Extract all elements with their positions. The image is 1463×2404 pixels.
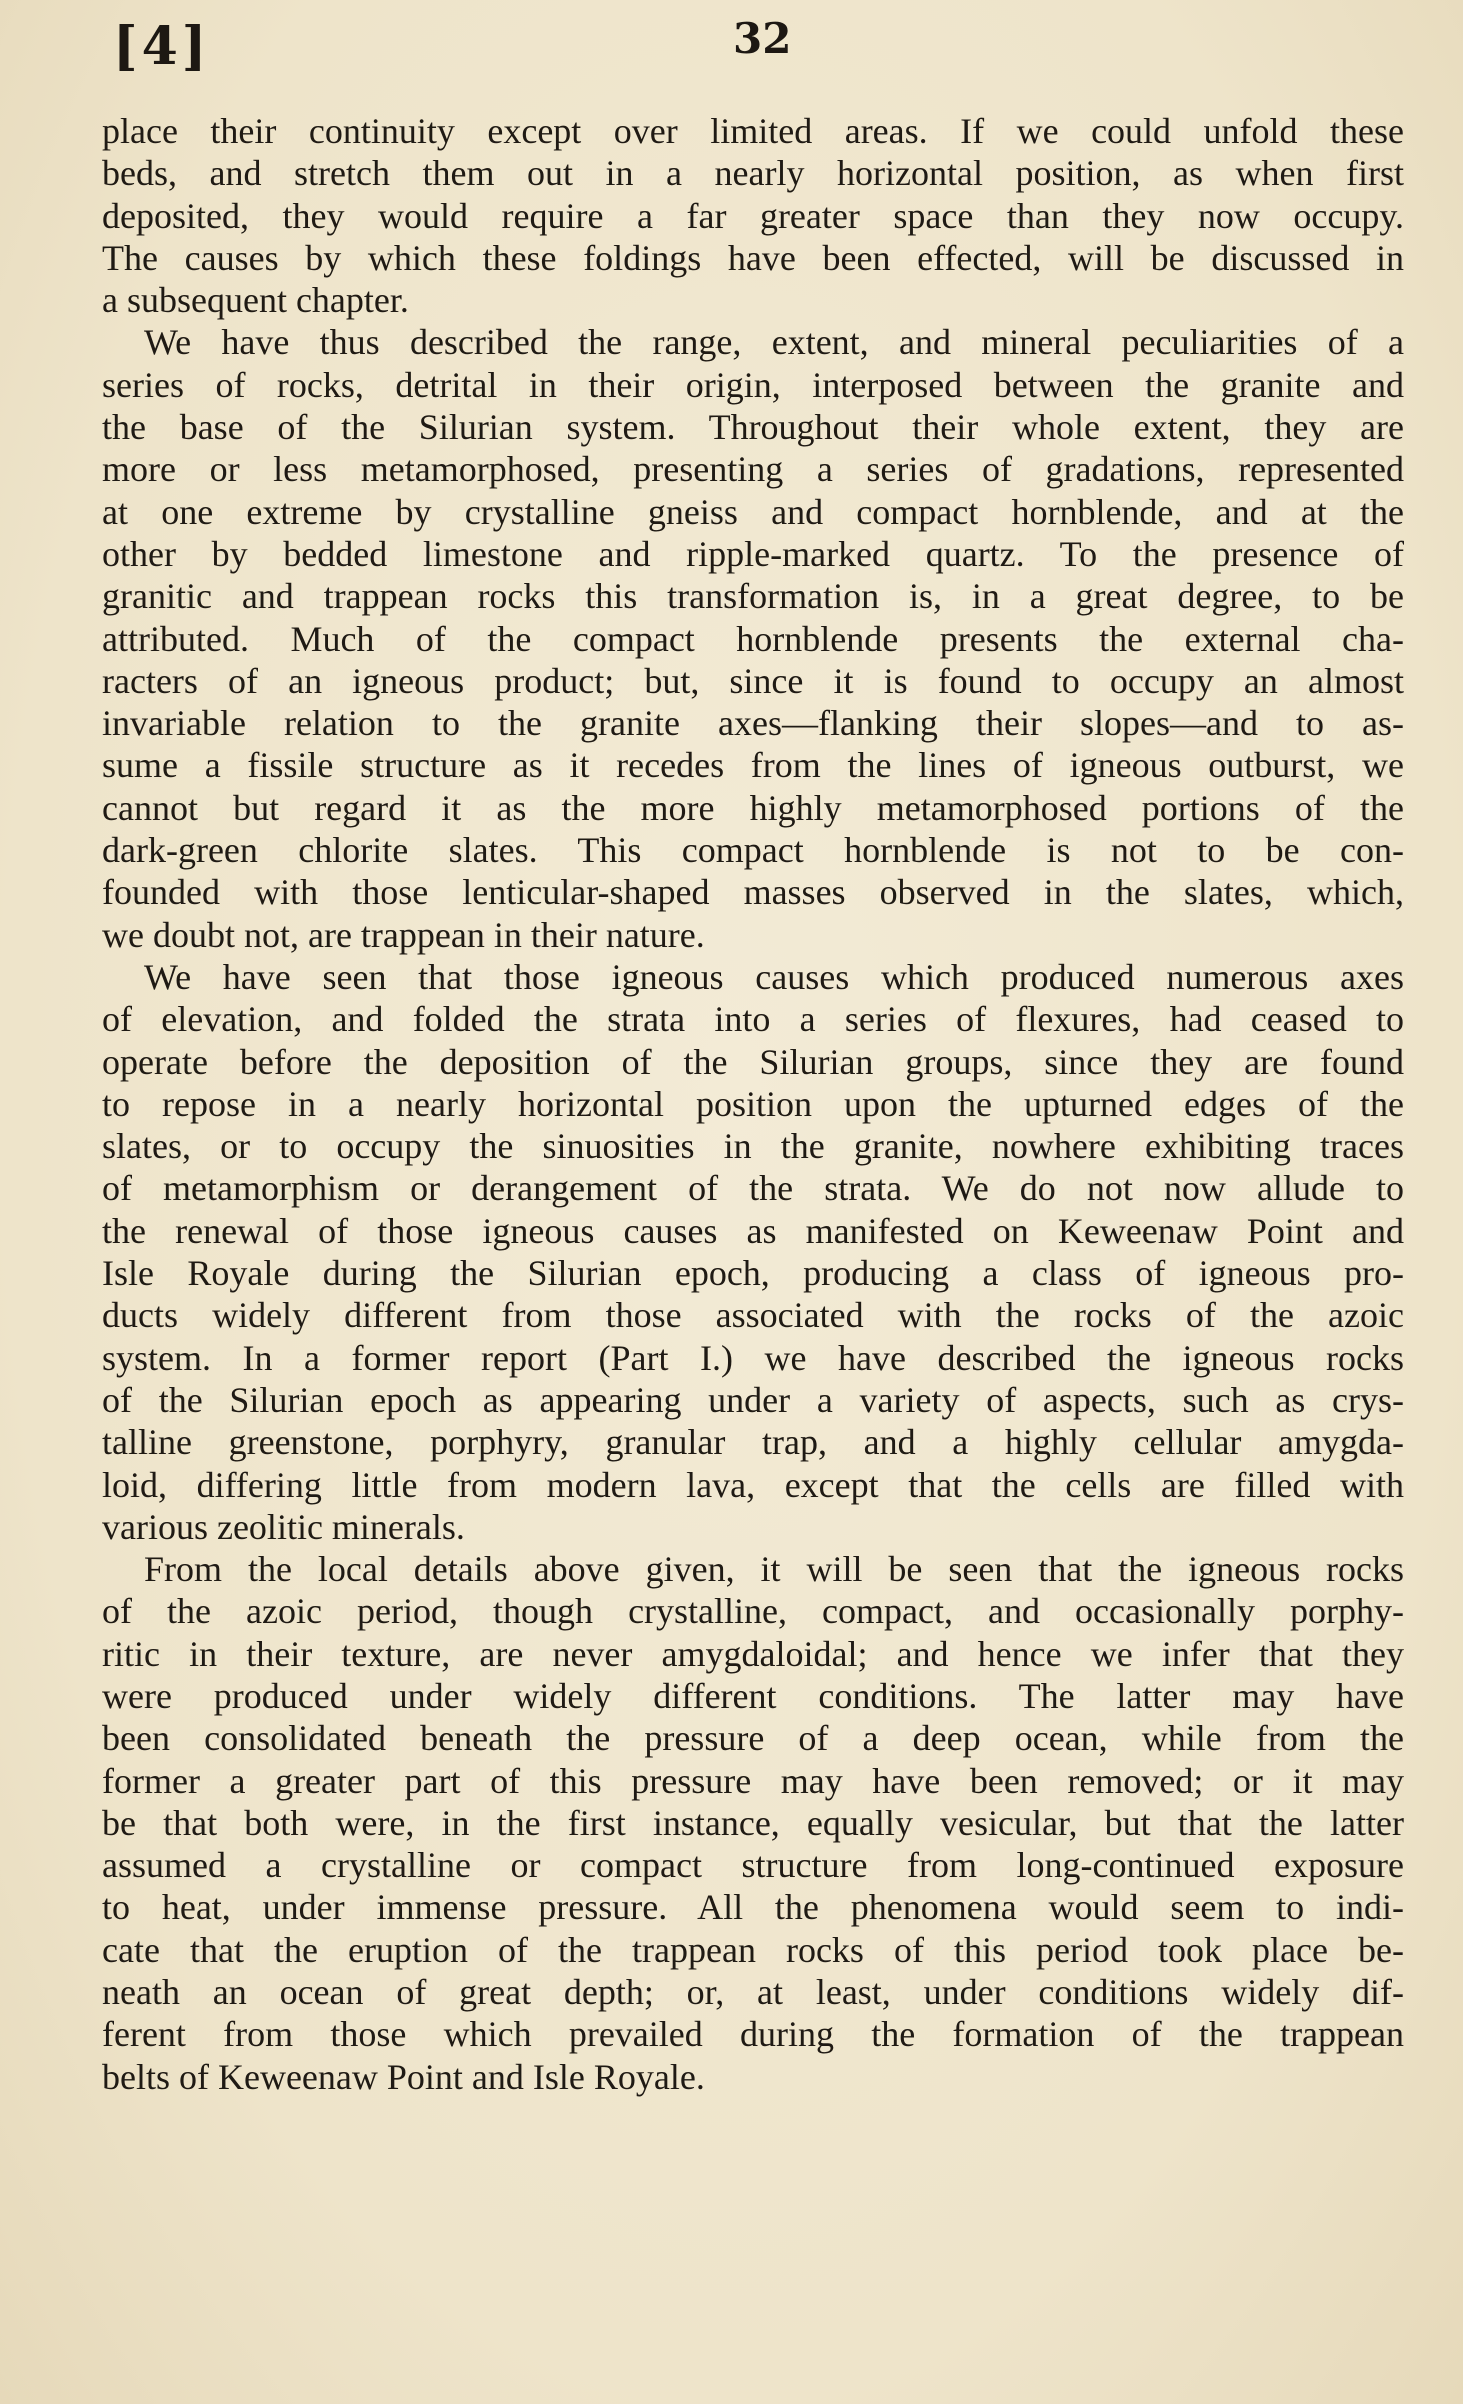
text-line: other by bedded limestone and ripple-marked quartz. To the presence of [102, 533, 1404, 574]
text-line: a subsequent chapter. [102, 280, 409, 321]
text-line: to repose in a nearly horizontal position upon the upturned edges of the [102, 1083, 1404, 1124]
text-line: talline greenstone, porphyry, granular trap, and a highly cellular amygda- [102, 1422, 1404, 1463]
text-line: belts of Keweenaw Point and Isle Royale. [102, 2056, 705, 2097]
text-line: of elevation, and folded the strata into a series of flexures, had ceased to [102, 999, 1404, 1040]
text-line: of the azoic period, though crystalline, compact, and occasionally porphy- [102, 1591, 1404, 1632]
text-line: more or less metamorphosed, presenting a series of gradations, represented [102, 449, 1404, 490]
text-line: neath an ocean of great depth; or, at least, under conditions widely dif- [102, 1972, 1404, 2013]
text-line: former a greater part of this pressure may have been removed; or it may [102, 1760, 1404, 1801]
text-line: series of rocks, detrital in their origin, interposed between the granite and [102, 364, 1404, 405]
text-line: be that both were, in the first instance, equally vesicular, but that the latter [102, 1802, 1404, 1843]
paragraph [102, 1548, 1404, 2098]
text-line: We have seen that those igneous causes which produced numerous axes [144, 956, 1404, 997]
text-line: racters of an igneous product; but, since it is found to occupy an almost [102, 660, 1404, 701]
text-line: Isle Royale during the Silurian epoch, producing a class of igneous pro- [102, 1253, 1404, 1294]
text-line: the renewal of those igneous causes as manifested on Keweenaw Point and [102, 1210, 1404, 1251]
text-line: cannot but regard it as the more highly metamorphosed portions of the [102, 787, 1404, 828]
text-line: dark-green chlorite slates. This compact hornblende is not to be con- [102, 830, 1404, 871]
page-number: 32 [733, 14, 792, 63]
text-line: beds, and stretch them out in a nearly horizontal position, as when first [102, 153, 1404, 194]
text-line: The causes by which these foldings have been effected, will be discussed in [102, 237, 1404, 278]
text-line: various zeolitic minerals. [102, 1506, 465, 1547]
text-line: cate that the eruption of the trappean rocks of this period took place be- [102, 1929, 1404, 1970]
text-line: ferent from those which prevailed during the formation of the trappean [102, 2014, 1404, 2055]
text-line: ritic in their texture, are never amygdaloidal; and hence we infer that they [102, 1633, 1404, 1674]
text-line: to heat, under immense pressure. All the phenomena would seem to indi- [102, 1887, 1404, 1928]
text-line: were produced under widely different conditions. The latter may have [102, 1675, 1404, 1716]
text-line: loid, differing little from modern lava, except that the cells are filled with [102, 1464, 1404, 1505]
section-number: [4] [113, 16, 211, 77]
text-line: slates, or to occupy the sinuosities in the granite, nowhere exhibiting traces [102, 1126, 1404, 1167]
text-line: sume a fissile structure as it recedes from the lines of igneous outburst, we [102, 745, 1404, 786]
text-line: operate before the deposition of the Silurian groups, since they are found [102, 1041, 1404, 1082]
paragraph [102, 956, 1404, 1548]
text-line: place their continuity except over limited areas. If we could unfold these [102, 111, 1404, 151]
text-line: assumed a crystalline or compact structure from long-continued exposure [102, 1845, 1404, 1886]
paragraph [102, 110, 1404, 321]
text-line: ducts widely different from those associated with the rocks of the azoic [102, 1295, 1404, 1336]
text-line: From the local details above given, it will be seen that the igneous rocks [144, 1549, 1404, 1590]
text-line: been consolidated beneath the pressure of a deep ocean, while from the [102, 1718, 1404, 1759]
text-line: at one extreme by crystalline gneiss and compact hornblende, and at the [102, 491, 1404, 532]
paragraph [102, 321, 1404, 955]
text-line: founded with those lenticular-shaped masses observed in the slates, which, [102, 872, 1404, 913]
text-line: deposited, they would require a far greater space than they now occupy. [102, 195, 1404, 236]
text-line: system. In a former report (Part I.) we have described the igneous rocks [102, 1337, 1404, 1378]
text-line: we doubt not, are trappean in their nature. [102, 914, 705, 955]
text-line: the base of the Silurian system. Throughout their whole extent, they are [102, 407, 1404, 448]
text-line: granitic and trappean rocks this transformation is, in a great degree, to be [102, 576, 1404, 617]
text-line: of the Silurian epoch as appearing under a variety of aspects, such as crys- [102, 1379, 1404, 1420]
page-header [0, 10, 1463, 80]
text-line: We have thus described the range, extent, and mineral peculiarities of a [144, 322, 1404, 363]
body-text [102, 110, 1404, 2098]
text-line: attributed. Much of the compact hornblende presents the external cha- [102, 618, 1404, 659]
text-line: invariable relation to the granite axes—flanking their slopes—and to as- [102, 703, 1404, 744]
text-line: of metamorphism or derangement of the strata. We do not now allude to [102, 1168, 1404, 1209]
